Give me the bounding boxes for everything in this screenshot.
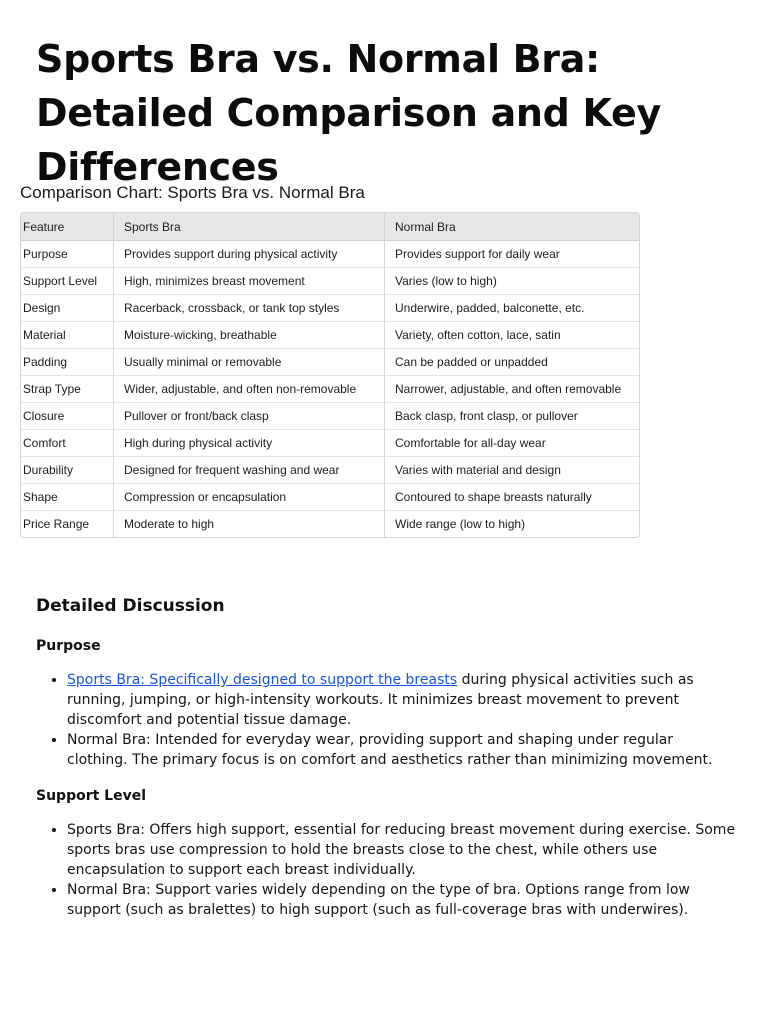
- normal-bra-cell: Wide range (low to high): [384, 511, 639, 537]
- table-row: [21, 349, 639, 376]
- sports-bra-cell: Moisture-wicking, breathable: [113, 322, 384, 349]
- feature-cell: Purpose: [21, 241, 113, 268]
- list-item: [67, 880, 736, 920]
- table-row: [21, 430, 639, 457]
- sports-bra-purpose-link[interactable]: Sports Bra: Specifically designed to support the breasts: [67, 672, 458, 688]
- article-header: [36, 32, 736, 194]
- table-row: [21, 376, 639, 403]
- comparison-table: [20, 212, 640, 538]
- normal-bra-cell: Underwire, padded, balconette, etc.: [384, 295, 639, 322]
- column-header-sports-bra: Sports Bra: [113, 213, 384, 241]
- normal-bra-cell: Can be padded or unpadded: [384, 349, 639, 376]
- sports-bra-cell: Usually minimal or removable: [113, 349, 384, 376]
- normal-bra-cell: Variety, often cotton, lace, satin: [384, 322, 639, 349]
- feature-cell: Price Range: [23, 517, 90, 531]
- feature-cell: Comfort: [21, 430, 113, 457]
- feature-cell: Design: [21, 295, 113, 322]
- normal-bra-cell: Back clasp, front clasp, or pullover: [384, 403, 639, 430]
- page-title-line-3: Differences: [36, 145, 279, 189]
- sports-bra-cell: Designed for frequent washing and wear: [113, 457, 384, 484]
- table-row: [21, 268, 639, 295]
- table-row: [21, 322, 639, 349]
- sports-bra-cell: High, minimizes breast movement: [113, 268, 384, 295]
- sports-bra-cell: Wider, adjustable, and often non-removable: [113, 376, 384, 403]
- sports-bra-cell: Moderate to high: [113, 511, 384, 537]
- normal-bra-cell: Contoured to shape breasts naturally: [384, 484, 639, 511]
- column-header-normal-bra: Normal Bra: [384, 213, 639, 241]
- feature-cell: Material: [21, 322, 113, 349]
- table-row: [21, 403, 639, 430]
- page-title-line-1: Sports Bra vs. Normal Bra:: [36, 37, 600, 81]
- support-level-list: [36, 820, 736, 920]
- detailed-discussion-section: [36, 594, 736, 936]
- sports-bra-cell: Compression or encapsulation: [113, 484, 384, 511]
- sports-bra-cell: Pullover or front/back clasp: [113, 403, 384, 430]
- list-item: [67, 820, 736, 880]
- normal-bra-cell: Provides support for daily wear: [384, 241, 639, 268]
- column-header-feature: Feature: [21, 213, 113, 241]
- feature-cell: Closure: [21, 403, 113, 430]
- normal-bra-cell: Varies with material and design: [384, 457, 639, 484]
- support-level-heading: Support Level: [36, 788, 147, 804]
- normal-bra-support-text: Normal Bra: Support varies widely depending on the type of bra. Options range from low support (such as bralettes) to high support (such as full-coverage bras with underwires).: [67, 882, 690, 918]
- page-title: [36, 32, 736, 194]
- normal-bra-cell: Narrower, adjustable, and often removable: [384, 376, 639, 403]
- sports-bra-cell: Racerback, crossback, or tank top styles: [113, 295, 384, 322]
- feature-cell: Padding: [21, 349, 113, 376]
- feature-cell: Strap Type: [21, 376, 113, 403]
- comparison-chart-title: Comparison Chart: Sports Bra vs. Normal Bra: [20, 183, 365, 202]
- feature-cell: Support Level: [21, 268, 113, 295]
- sports-bra-purpose-text: during physical activities such as running, jumping, or high-intensity workouts. It minimizes breast movement to prevent discomfort and potential tissue damage.: [67, 672, 694, 728]
- table-row: [21, 484, 639, 511]
- list-item: [67, 670, 736, 730]
- normal-bra-cell: Varies (low to high): [384, 268, 639, 295]
- table-row: [21, 241, 639, 268]
- table-row: [21, 457, 639, 484]
- normal-bra-purpose-text: Normal Bra: Intended for everyday wear, providing support and shaping under regular clothing. The primary focus is on comfort and aesthetics rather than minimizing movement.: [67, 732, 713, 768]
- normal-bra-cell: Comfortable for all-day wear: [384, 430, 639, 457]
- purpose-list: [36, 670, 736, 770]
- sports-bra-cell: Provides support during physical activity: [113, 241, 384, 268]
- feature-cell: Shape: [21, 484, 113, 511]
- table-header-row: [21, 213, 639, 241]
- discussion-heading: Detailed Discussion: [36, 596, 225, 616]
- sports-bra-cell: High during physical activity: [113, 430, 384, 457]
- comparison-chart: [20, 182, 640, 538]
- table-row: [21, 511, 639, 537]
- list-item: [67, 730, 736, 770]
- table-row: [21, 295, 639, 322]
- sports-bra-support-text: Sports Bra: Offers high support, essential for reducing breast movement during exercise. Some sports bras use compression to hold the breasts close to the chest, while others use encapsulation to support each breast individually.: [67, 822, 736, 878]
- page-title-line-2: Detailed Comparison and Key: [36, 91, 661, 135]
- purpose-heading: Purpose: [36, 638, 101, 654]
- feature-cell: Durability: [21, 457, 113, 484]
